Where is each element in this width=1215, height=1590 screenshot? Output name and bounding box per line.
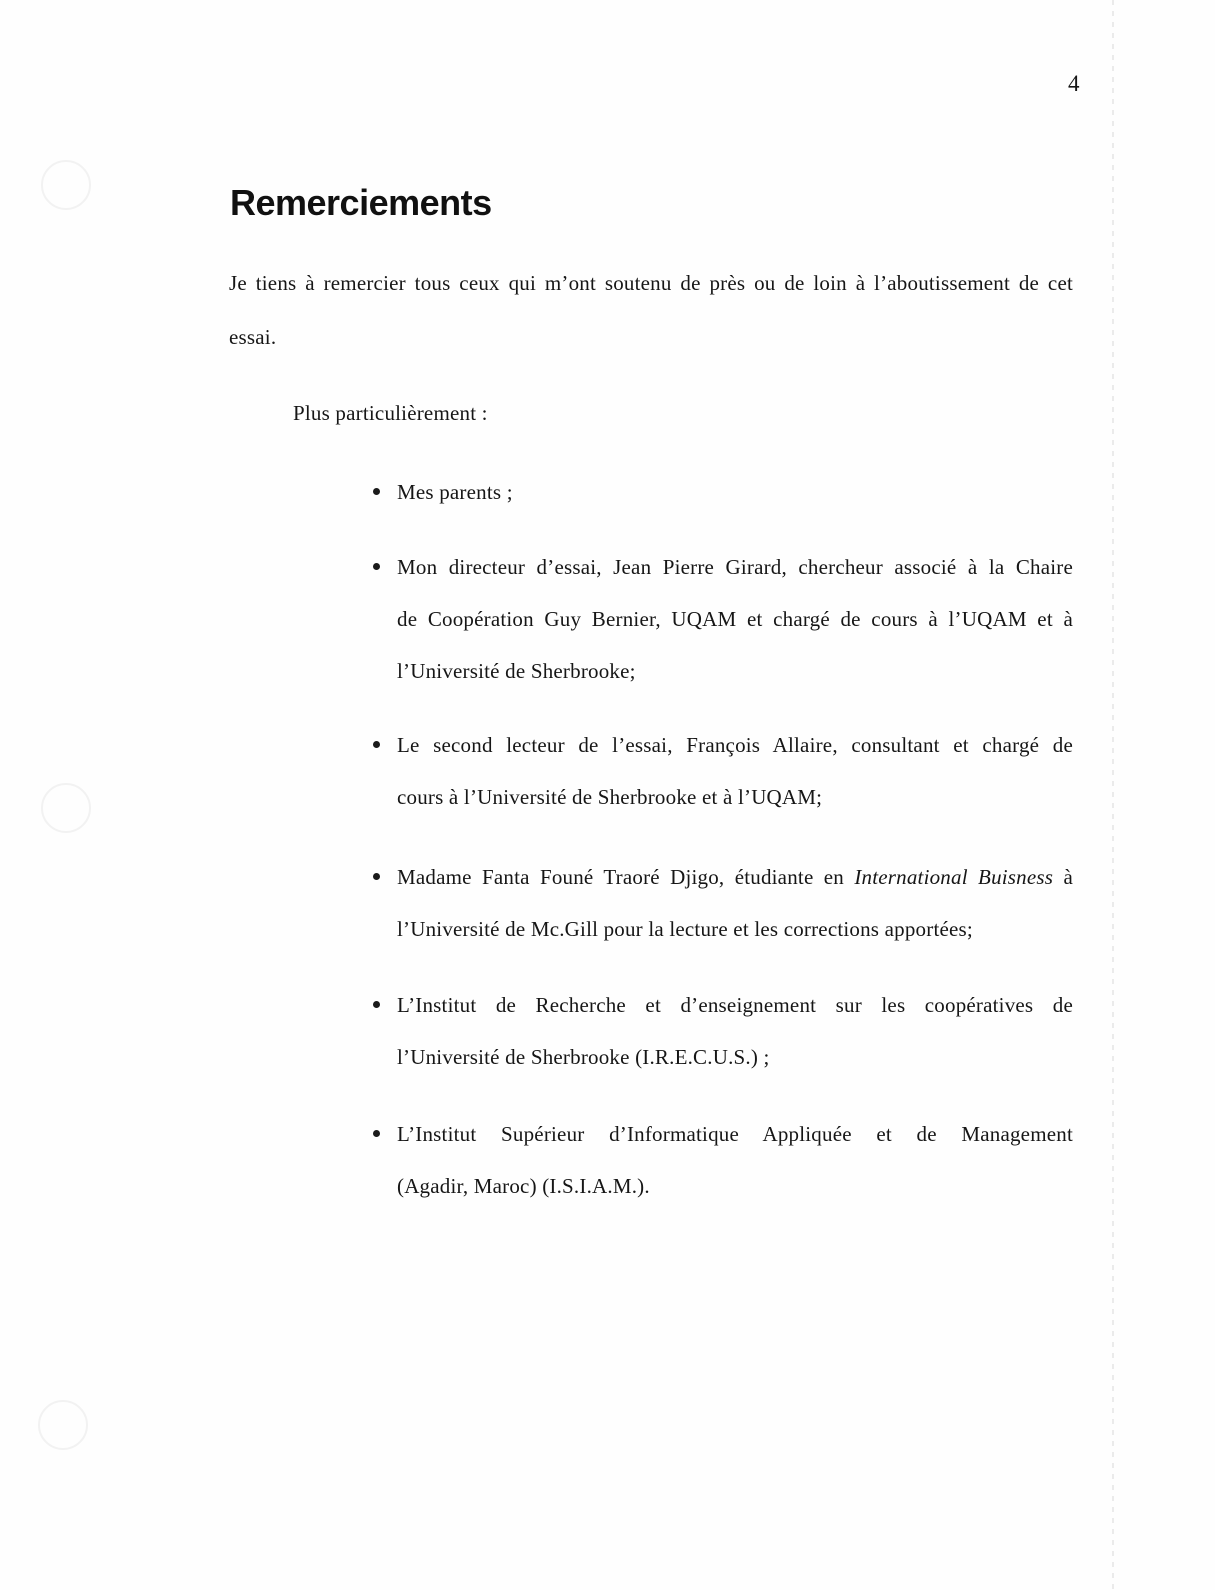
intro-line-1: Je tiens à remercier tous ceux qui m’ont soutenu de près ou de loin à l’aboutissement de cet [229,271,1073,295]
bullet-line: de Coopération Guy Bernier, UQAM et chargé de cours à l’UQAM et à [397,607,1073,631]
bullet-line: l’Université de Mc.Gill pour la lecture et les corrections apportées; [397,917,973,941]
bullet-line: l’Université de Sherbrooke (I.R.E.C.U.S.) ; [397,1045,770,1069]
bullet-line-italic-segment: International Buisness [854,865,1054,889]
punch-hole-mark [38,1400,88,1450]
bullet-line: (Agadir, Maroc) (I.S.I.A.M.). [397,1174,650,1198]
bullet-icon [373,1130,380,1137]
bullet-line: cours à l’Université de Sherbrooke et à l’UQAM; [397,785,823,809]
bullet-line: Mes parents ; [397,480,513,504]
bullet-item-isiam [229,1108,1073,1212]
bullet-icon [373,488,380,495]
bullet-line: l’Université de Sherbrooke; [397,659,636,683]
bullet-item-second-lecteur [229,719,1073,823]
punch-hole-mark [41,783,91,833]
bullet-item-parents [229,466,1073,518]
bullet-line: Le second lecteur de l’essai, François Allaire, consultant et chargé de [397,733,1073,757]
bullet-line: Mon directeur d’essai, Jean Pierre Girard, chercheur associé à la Chaire [397,555,1073,579]
bullet-item-directeur [229,541,1073,697]
bullet-icon [373,563,380,570]
bullet-line: L’Institut Supérieur d’Informatique Appliquée et de Management [397,1122,1073,1146]
page-number: 4 [1068,71,1080,96]
bullet-line [397,851,1073,903]
subheading: Plus particulièrement : [293,401,488,425]
bullet-icon [373,741,380,748]
intro-line-2: essai. [229,325,277,349]
bullet-line-segment: Madame Fanta Founé Traoré Djigo, étudiante en [397,865,855,889]
bullet-item-madame-djigo [229,851,1073,955]
bullet-line: L’Institut de Recherche et d’enseignement sur les coopératives de [397,993,1073,1017]
bullet-icon [373,1001,380,1008]
intro-paragraph [229,256,1073,364]
page-title: Remerciements [230,182,492,223]
bullet-icon [373,873,380,880]
bullet-line-segment: à [1053,865,1073,889]
page-edge-scan-line [1112,0,1114,1590]
page-body [229,0,1073,1590]
bullet-item-irecus [229,979,1073,1083]
punch-hole-mark [41,160,91,210]
